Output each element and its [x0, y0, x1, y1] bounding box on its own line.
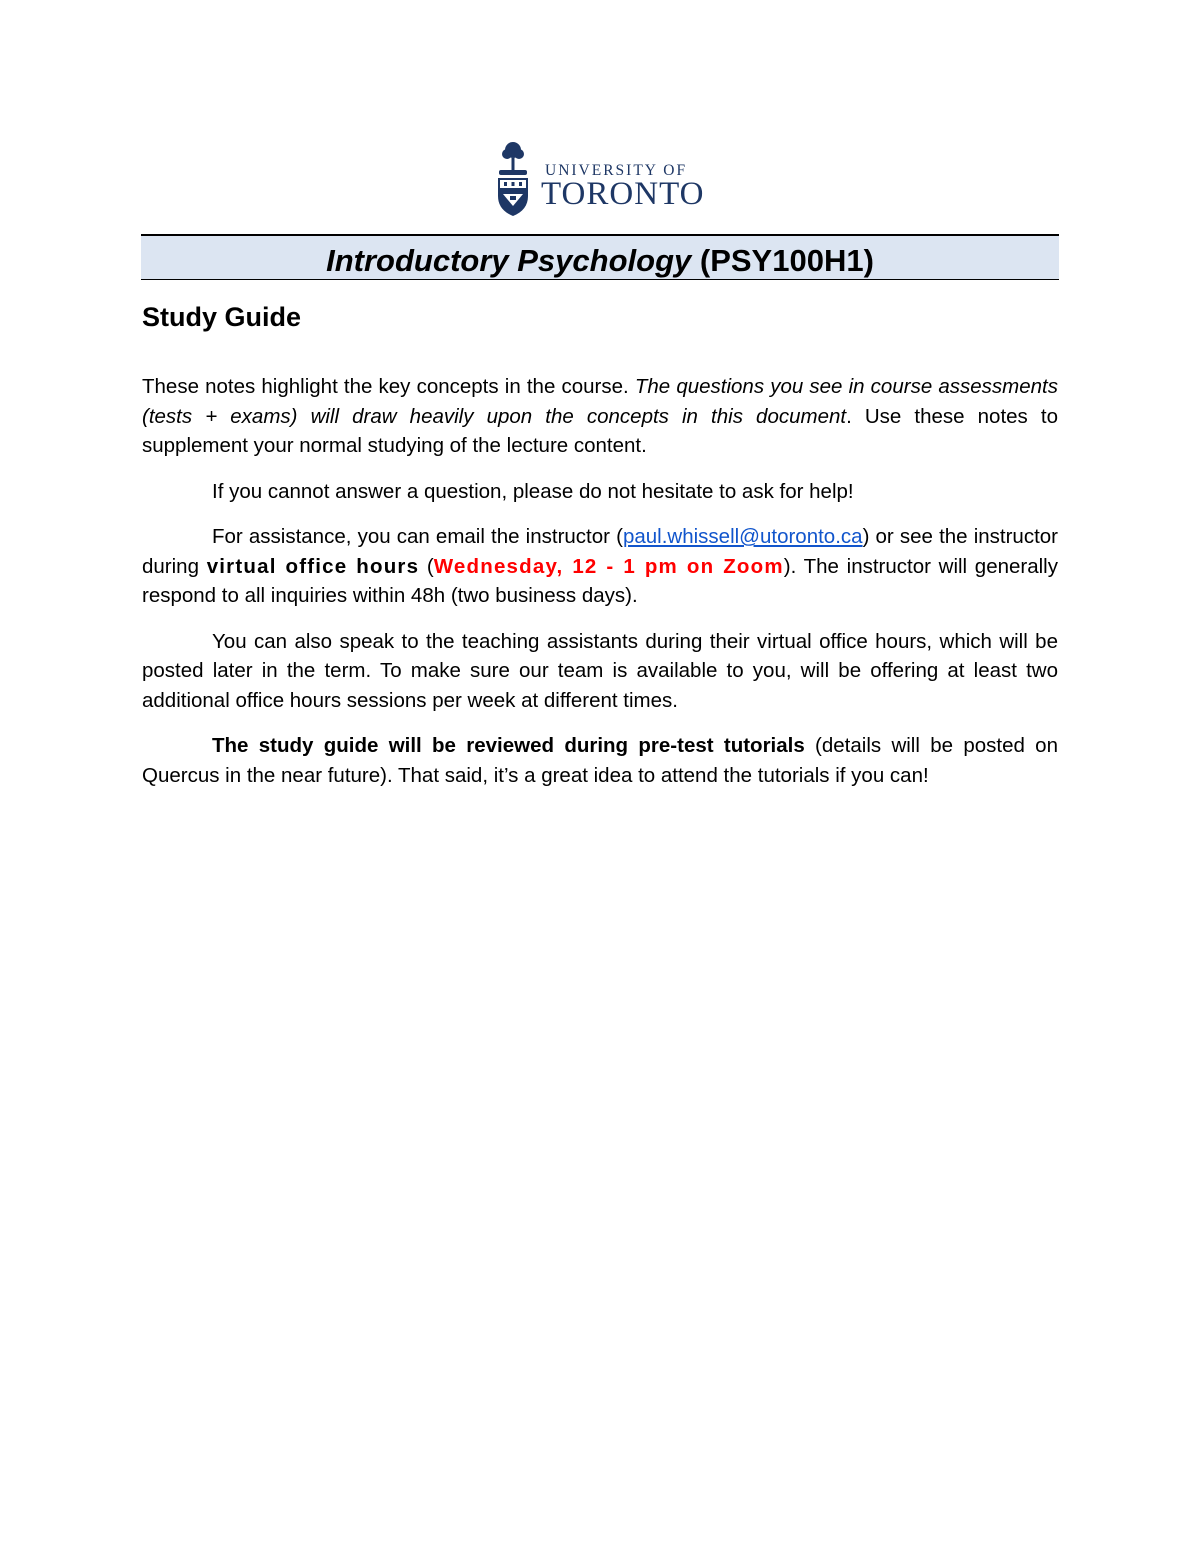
body-content	[142, 372, 1058, 806]
course-code: (PSY100H1)	[691, 243, 874, 278]
intro-paragraph	[142, 372, 1058, 461]
assistance-text-d: (	[419, 554, 434, 578]
assistance-text-a: For assistance, you can email the instructor (	[212, 525, 623, 548]
tutorial-bold-text: The study guide will be reviewed during pre-test tutorials	[212, 734, 805, 757]
office-hours-time: Wednesday, 12 - 1 pm on Zoom	[433, 554, 784, 578]
course-name: Introductory Psychology	[326, 243, 692, 278]
help-paragraph: If you cannot answer a question, please do not hesitate to ask for help!	[212, 479, 854, 503]
page-heading: Study Guide	[142, 302, 302, 332]
assistance-paragraph	[142, 522, 1058, 611]
ta-paragraph: You can also speak to the teaching assistants during their virtual office hours, which will be posted later in the term. To make sure our team is available to you, will be offering at least two additional office hours sessions per week at different times.	[142, 629, 1058, 712]
office-hours-label: virtual office hours	[206, 554, 420, 578]
logo-toronto: TORONTO	[541, 176, 705, 212]
course-title-band	[141, 234, 1059, 280]
intro-text-start: These notes highlight the key concepts in the course.	[142, 375, 635, 398]
assistance-text-b: ) or see the instructor during	[142, 525, 1058, 578]
intro-italic-text: The questions you see in course assessments (tests + exams) will draw heavily upon the concepts in this document	[142, 375, 1058, 428]
instructor-email-link[interactable]: paul.whissell@utoronto.ca	[622, 525, 863, 548]
assistance-text-f: ). The instructor will generally respond to all inquiries within 48h (two business days).	[142, 554, 1058, 607]
tutorial-paragraph	[142, 731, 1058, 790]
logo-university-of: UNIVERSITY OF	[545, 162, 688, 179]
intro-text-end: . Use these notes to supplement your normal studying of the lecture content.	[142, 404, 1058, 457]
university-crest-icon	[495, 140, 531, 218]
tutorial-text: (details will be posted on Quercus in the near future). That said, it’s a great idea to attend the tutorials if you can!	[142, 734, 1058, 787]
university-logo	[495, 140, 710, 220]
